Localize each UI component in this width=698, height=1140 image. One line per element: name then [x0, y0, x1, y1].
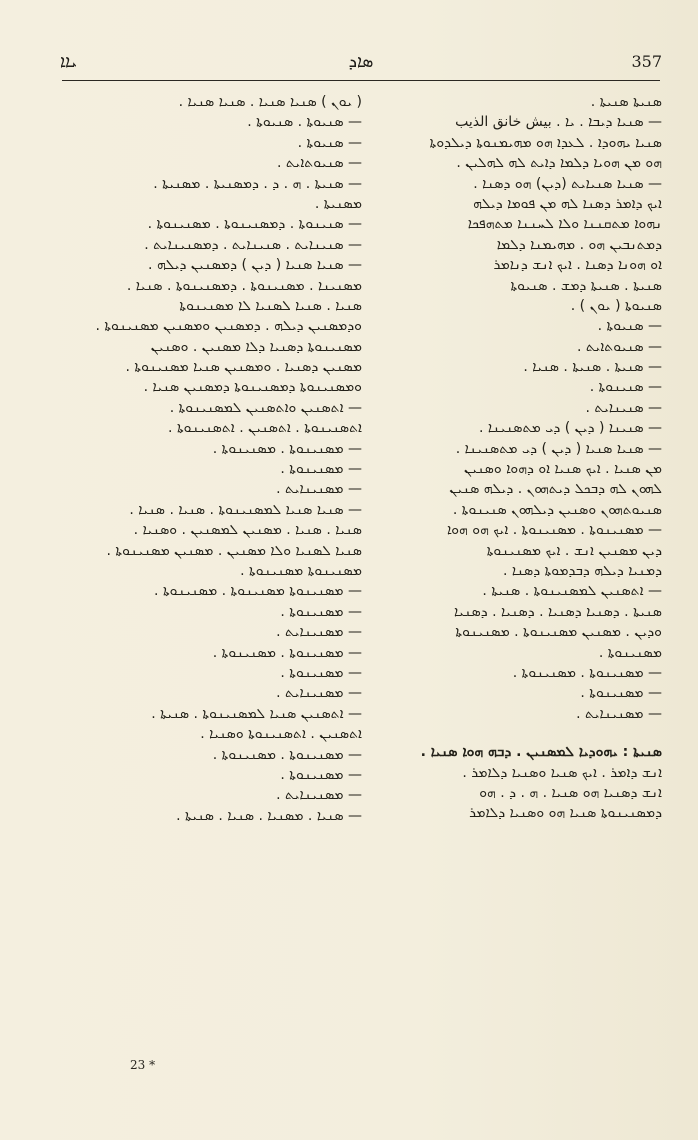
right-column-line: ܘܕܝܢ . ܡܣܢܝܢ ܡܣܢܝܢܘܬܐ . ܡܣܢܝܢܘܬܐ	[455, 624, 662, 641]
left-column-line: ܡܣܢܝܢ ܕܣܢܝܐ . ܘܡܣܢܝܢ ܣܢܝܐ ܡܣܢܝܢܘܬܐ .	[125, 359, 362, 376]
right-column-line: ܕܝܢ ܡܣܢܝܢ ܐܢܫ . ܐܝܟ ܡܣܢܝܢܘܬܐ	[486, 542, 662, 559]
right-column-line: ܕܡܣܢܝܢܘܬܐ ܣܢܝܐ ܗܘ ܘܣܢܝܐ ܕܠܐܡܪ	[469, 805, 662, 822]
left-column-line: ( ܝܘܢ ) ܣܢܝܐ ܣܢܝܐ . ܣܢܝܐ ܣܢܝܐ .	[178, 94, 362, 110]
header-center-catchword: ܣܐܕ	[348, 52, 374, 72]
right-column-line: ܣܢܝܬܐ ܣܢܝܬܐ .	[590, 94, 662, 110]
left-column-line: — ܡܣܢܝܢܘܬܐ .	[280, 766, 362, 783]
left-column-line: — ܡܣܢܝܢܐܝܬ .	[276, 685, 362, 702]
right-column-line: ܕܡܬܢܒܝܢ ܗܘ . ܡܗܝܡܢܐ ܕܠܡܐ	[496, 236, 662, 253]
left-column-line: ܘܕܡܣܢܝܢ ܕܝܠܗ . ܕܡܣܢܝܢ ܘܡܣܢܝܢ ܡܣܢܝܢܘܬܐ .	[95, 318, 362, 335]
right-column-line: — ܡܣܢܝܢܘܬܐ .	[580, 685, 662, 702]
right-column-line: ܣܢܝܘܬܐ ( ܝܘܢ ) .	[570, 297, 662, 314]
header-rule	[62, 80, 660, 81]
left-column-line: — ܡܣܢܝܢܘܬܐ . ܡܣܢܝܢܘܬܐ .	[212, 746, 362, 763]
right-column-line: — ܡܣܢܝܢܘܬܐ . ܡܣܢܝܢܘܬܐ .	[512, 664, 662, 681]
page-number: 357	[631, 52, 662, 71]
left-column-line: — ܣܢܝܬܐ . ܗ . ܕ . ܕܡܣܢܝܬܐ . ܡܣܢܝܬܐ .	[153, 175, 362, 192]
right-column-line: — ܡܣܢܝܢܐܝܬ .	[576, 705, 662, 722]
right-column-line: — ܣܢܝܘܬܐܝܬ .	[576, 338, 662, 355]
right-column-line: ܣܢܝܐ ܝܗܘܕܐ . ܠܥܕܐ ܗܘ ܡܗܝܡܢܘܬܐ ܕܝܠܕܘܬܐ	[429, 134, 662, 151]
left-column-line: — ܣܢܝܐ ܣܢܝܐ ܠܡܣܢܝܢܘܬܐ . ܣܢܝܐ . ܣܢܝܐ .	[129, 501, 362, 518]
left-column-line: — ܣܢܝܐ ܣܢܝܐ ( ܕܝܢ ) ܕܡܣܢܝܢ ܕܝܠܗ .	[148, 257, 362, 274]
left-text-column	[70, 92, 362, 826]
left-column-line: ܡܣܢܝܢܘܬܐ ܕܣܢܝܐ ܕܠܐ ܡܣܢܝܢ . ܘܣܢܝܢ	[150, 338, 362, 355]
left-column-line: — ܡܣܢܝܢܐܝܬ .	[276, 481, 362, 498]
left-column-line: — ܡܣܢܝܢܘܬܐ ܡܣܢܝܢܘܬܐ . ܡܣܢܝܢܘܬܐ .	[154, 583, 362, 600]
left-column-line: — ܐܬܣܢܝܢ ܘܐܬܣܢܝܢ ܠܡܣܢܝܢܘܬܐ .	[169, 399, 362, 416]
right-column-line: — ܣܢܝܐ ܣܢܝܐܝܬ (ܕܝܢ) ܗܘ ܕܣܢܐ .	[473, 175, 662, 192]
left-column-line: ܡܣܢܝܢܐ . ܡܣܢܝܢܘܬܐ . ܕܡܣܢܝܢܘܬܐ . ܣܢܝܐ .	[126, 277, 362, 294]
right-column-line: ܐܘ ܗܘܢܐ ܕܣܢܐ . ܐܝܟ ܐܢܫ ܕܢܐܡܪ	[493, 257, 662, 274]
right-column-line: ܗܘ ܡܢ ܗܘܝܐ ܕܠܡܐ ܕܐܝܬ ܠܗ ܠܗܠܝܢ .	[456, 155, 662, 172]
right-column-line: — ܣܢܝܐ ܕܝܒܐ . ܝܐ . بيش خانق الذيب	[455, 114, 662, 131]
right-column-line: ܡܢ ܣܢܝܐ . ܐܝܟ ܣܢܝܐ ܐܘ ܕܗܘܐ ܘܣܢܝܢ	[464, 461, 662, 478]
right-column-line: ܣܢܝܬܐ . ܣܢܝܬܐ ܕܡܫ . ܣܢܝܘܬܐ	[510, 277, 662, 294]
header-left-catchword: ܝܐܐ	[60, 52, 77, 72]
right-column-line: — ܣܢܝܐ ܣܢܝܐ ( ܕܝܢ ) ܕܝ ܡܬܣܢܝܢܐ .	[455, 440, 662, 457]
right-column-line: — ܐܬܣܢܝܢ ܠܡܣܢܝܢܘܬܐ . ܣܢܝܬܐ .	[482, 583, 662, 600]
left-column-line: — ܡܣܢܝܢܘܬܐ .	[280, 603, 362, 620]
right-column-line: ܐܢܫ ܕܣܢܝܐ ܗܘ ܣܢܝܐ . ܗ . ܕ . ܗܘ	[479, 784, 662, 801]
left-column-line: ܡܣܢܝܢܘܬܐ ܡܣܢܝܢܘܬܐ .	[240, 562, 362, 579]
left-column-line: ܐܬܣܢܝܢ . ܐܬܣܢܝܢܘܬܐ ܘܣܢܝܐ .	[200, 726, 362, 743]
left-column-line: — ܐܬܣܢܝܢ ܣܢܝܐ ܠܡܣܢܝܢܘܬܐ . ܣܢܝܬܐ .	[151, 705, 362, 722]
right-column-line: — ܣܢܝܢܐܝܬ .	[585, 399, 662, 416]
right-column-line: ܠܗܘܢ ܠܗ ܕܒܟܠ ܕܝܬܗܘܢ . ܕܝܠܗ ܣܢܝܢ	[449, 481, 662, 498]
right-column-line: ܣܢܝܬܐ : ܝܗܘܕܝܐ ܠܡܣܢܝܢ . ܕܒܗ ܗܘܐ ܣܢܝܐ .	[420, 744, 662, 761]
right-column-line: ܣܢܝܘܬܗܘܢ ܘܣܢܝܢ ܕܝܠܗܘܢ ܣܢܝܢܘܬܐ .	[452, 501, 662, 518]
left-column-line: — ܣܢܝܢܐܝܬ . ܣܢܝܢܐܝܬ . ܕܡܣܢܝܢܐܝܬ .	[144, 236, 362, 253]
left-column-line: — ܣܢܝܘܬܐܝܬ .	[276, 155, 362, 172]
left-column-line: — ܡܣܢܝܢܐܝܬ .	[276, 787, 362, 804]
right-column-line: ܢܗܘܐ ܡܬܩܢܢܐ ܘܠܐ ܠܚܢܢܐ ܡܬܗܦܟܐ	[467, 216, 662, 233]
right-column-line: — ܣܢܝܢܘܬܐ .	[589, 379, 662, 396]
left-column-line: — ܡܣܢܝܢܘܬܐ .	[280, 664, 362, 681]
left-column-line: — ܣܢܝܢܘܬܐ . ܕܡܣܢܝܢܘܬܐ . ܡܣܢܝܢܘܬܐ .	[147, 216, 362, 233]
right-column-line: — ܣܢܝܬܐ . ܣܢܝܬܐ . ܣܢܝܐ .	[523, 359, 662, 376]
right-column-line: ܐܢܫ ܕܐܡܪ . ܐܝܟ ܣܢܝܐ ܘܣܢܝܐ ܕܠܐܡܪ .	[462, 764, 662, 781]
left-column-line: — ܡܣܢܝܢܘܬܐ . ܡܣܢܝܢܘܬܐ .	[212, 440, 362, 457]
left-column-line: — ܡܣܢܝܢܘܬܐ . ܡܣܢܝܢܘܬܐ .	[212, 644, 362, 661]
right-column-line: — ܣܢܝܘܬܐ .	[597, 318, 662, 335]
left-column-line: — ܡܣܢܝܢܐܝܬ .	[276, 624, 362, 641]
left-column-line: — ܣܢܝܐ . ܡܣܢܝܐ . ܣܢܝܐ . ܣܢܝܬܐ .	[176, 807, 362, 824]
left-column-line: — ܡܣܢܝܢܘܬܐ .	[280, 461, 362, 478]
left-column-line: ܡܣܢܝܬܐ .	[314, 195, 362, 212]
left-column-line: — ܣܢܝܘܬܐ . ܣܢܝܘܬܐ .	[247, 114, 362, 131]
left-column-line: ܣܢܝܐ . ܣܢܝܐ ܠܣܢܝܐ ܠܐ ܡܣܢܝܢܘܬܐ	[179, 297, 362, 314]
right-column-line: — ܣܢܝܢܐ ( ܕܝܢ ) ܕܝ ܡܬܣܢܝܢܐ .	[478, 420, 662, 437]
right-text-column	[374, 92, 662, 824]
right-column-line: ܡܣܢܝܢܘܬܐ .	[598, 644, 662, 661]
page-header	[60, 52, 662, 76]
right-column-line: ܕܡܢܝܐ ܕܝܠܗ ܕܒܕܡܘܬܐ ܕܣܢܐ .	[502, 562, 662, 579]
left-column-line: — ܣܢܝܘܬܐ .	[297, 134, 362, 151]
left-column-line: ܣܢܝܐ . ܣܢܝܐ . ܡܣܢܝܢ ܠܡܣܢܝܢ . ܘܣܢܝܐ .	[133, 522, 362, 539]
right-column-line: ܐܝܟ ܕܐܡܪ ܕܣܢܐ ܠܗ ܡܢ ܦܘܡܐ ܕܝܠܗ	[473, 195, 662, 212]
right-column-line: ܣܢܝܬܐ . ܕܣܢܝܐ ܕܣܢܝܐ . ܕܣܢܝܐ . ܕܣܢܝܐ	[454, 603, 662, 620]
signature-mark: 23 *	[130, 1058, 156, 1072]
left-column-line: ܘܡܣܢܝܢܘܬܐ ܕܡܣܢܝܢܘܬܐ ܕܡܣܢܝܢ ܣܢܝܐ .	[143, 379, 362, 396]
right-column-line: — ܡܣܢܝܢܘܬܐ . ܡܣܢܝܢܘܬܐ . ܐܝܟ ܗܘ ܗܘܐ	[447, 522, 662, 539]
left-column-line: ܐܬܣܢܝܢܘܬܐ . ܐܬܣܢܝܢ . ܐܬܣܢܝܢܘܬܐ .	[168, 420, 362, 437]
left-column-line: ܣܢܝܐ ܠܣܢܝܐ ܘܠܐ ܡܣܢܝܢ . ܡܣܢܝܢ ܡܣܢܝܢܘܬܐ .	[106, 542, 362, 559]
